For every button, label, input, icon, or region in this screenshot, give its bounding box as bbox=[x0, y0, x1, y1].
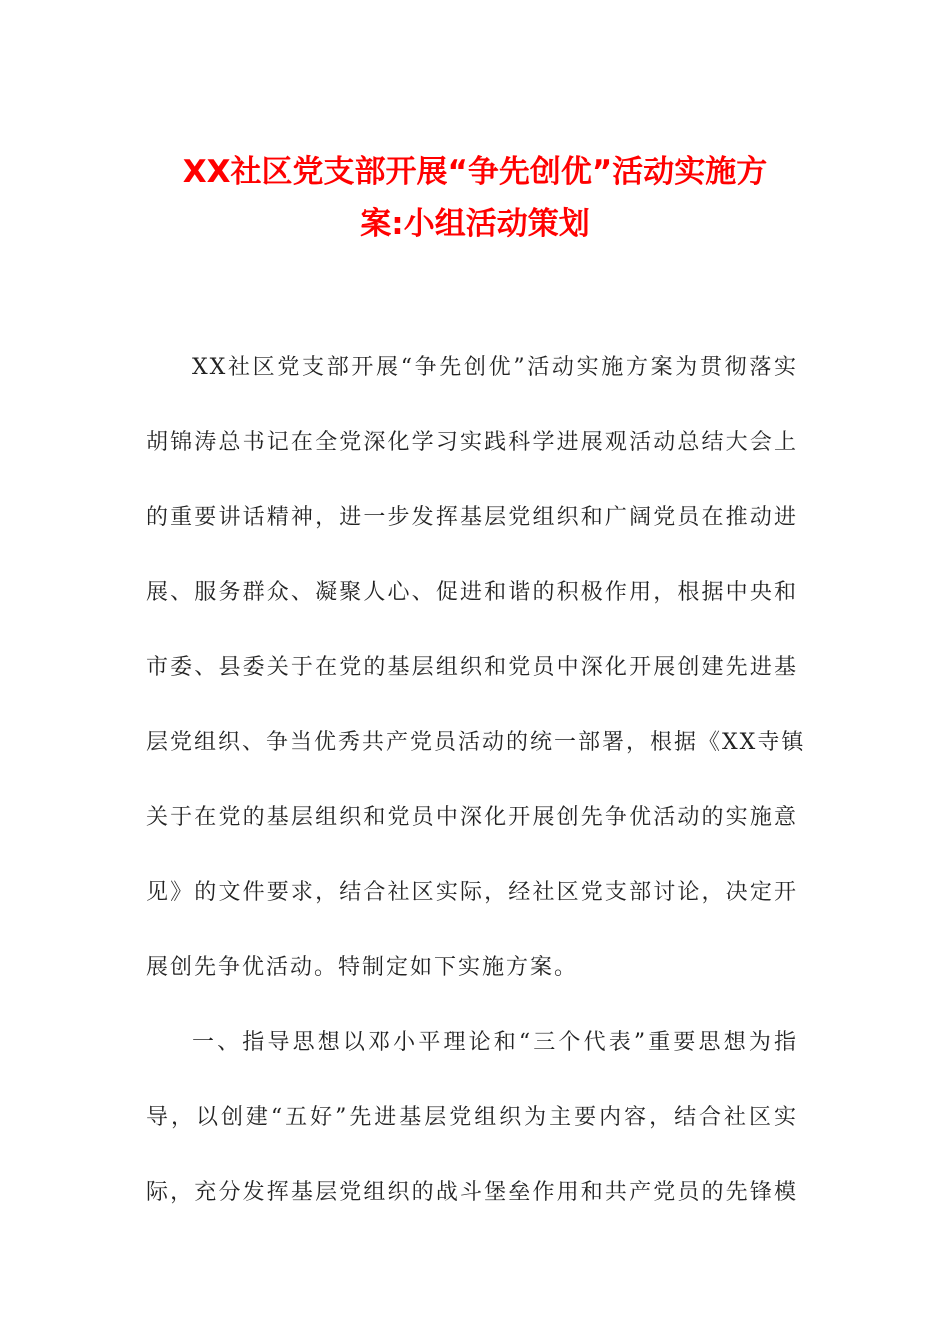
text-line: 见》的文件要求，结合社区实际，经社区党支部讨论，决定开 bbox=[146, 880, 798, 905]
text-line: 导，以创建“五好”先进基层党组织为主要内容，结合社区实 bbox=[146, 1105, 798, 1130]
text-line: 市委、县委关于在党的基层组织和党员中深化开展创建先进基 bbox=[146, 655, 798, 680]
paragraph-2 bbox=[146, 1005, 798, 1230]
text-line: 胡锦涛总书记在全党深化学习实践科学进展观活动总结大会上 bbox=[146, 430, 798, 455]
text-line: 际，充分发挥基层党组织的战斗堡垒作用和共产党员的先锋模 bbox=[146, 1180, 798, 1205]
text-line: 一、指导思想以邓小平理论和“三个代表”重要思想为指 bbox=[192, 1030, 798, 1055]
document-body bbox=[146, 330, 806, 1230]
document-title bbox=[100, 146, 850, 250]
text-line: XX社区党支部开展“争先创优”活动实施方案为贯彻落实 bbox=[192, 355, 798, 380]
paragraph-1 bbox=[146, 330, 806, 1005]
text-line: 层党组织、争当优秀共产党员活动的统一部署，根据《XX寺镇 bbox=[146, 730, 806, 755]
text-line: 的重要讲话精神，进一步发挥基层党组织和广阔党员在推动进 bbox=[146, 505, 798, 530]
text-line: 关于在党的基层组织和党员中深化开展创先争优活动的实施意 bbox=[146, 805, 798, 830]
text-line: 展创先争优活动。特制定如下实施方案。 bbox=[146, 955, 579, 980]
text-line: 展、服务群众、凝聚人心、促进和谐的积极作用，根据中央和 bbox=[146, 580, 798, 605]
title-line-1: XX社区党支部开展“争先创优”活动实施方 bbox=[182, 154, 768, 190]
title-line-2: 案:小组活动策划 bbox=[360, 206, 590, 242]
